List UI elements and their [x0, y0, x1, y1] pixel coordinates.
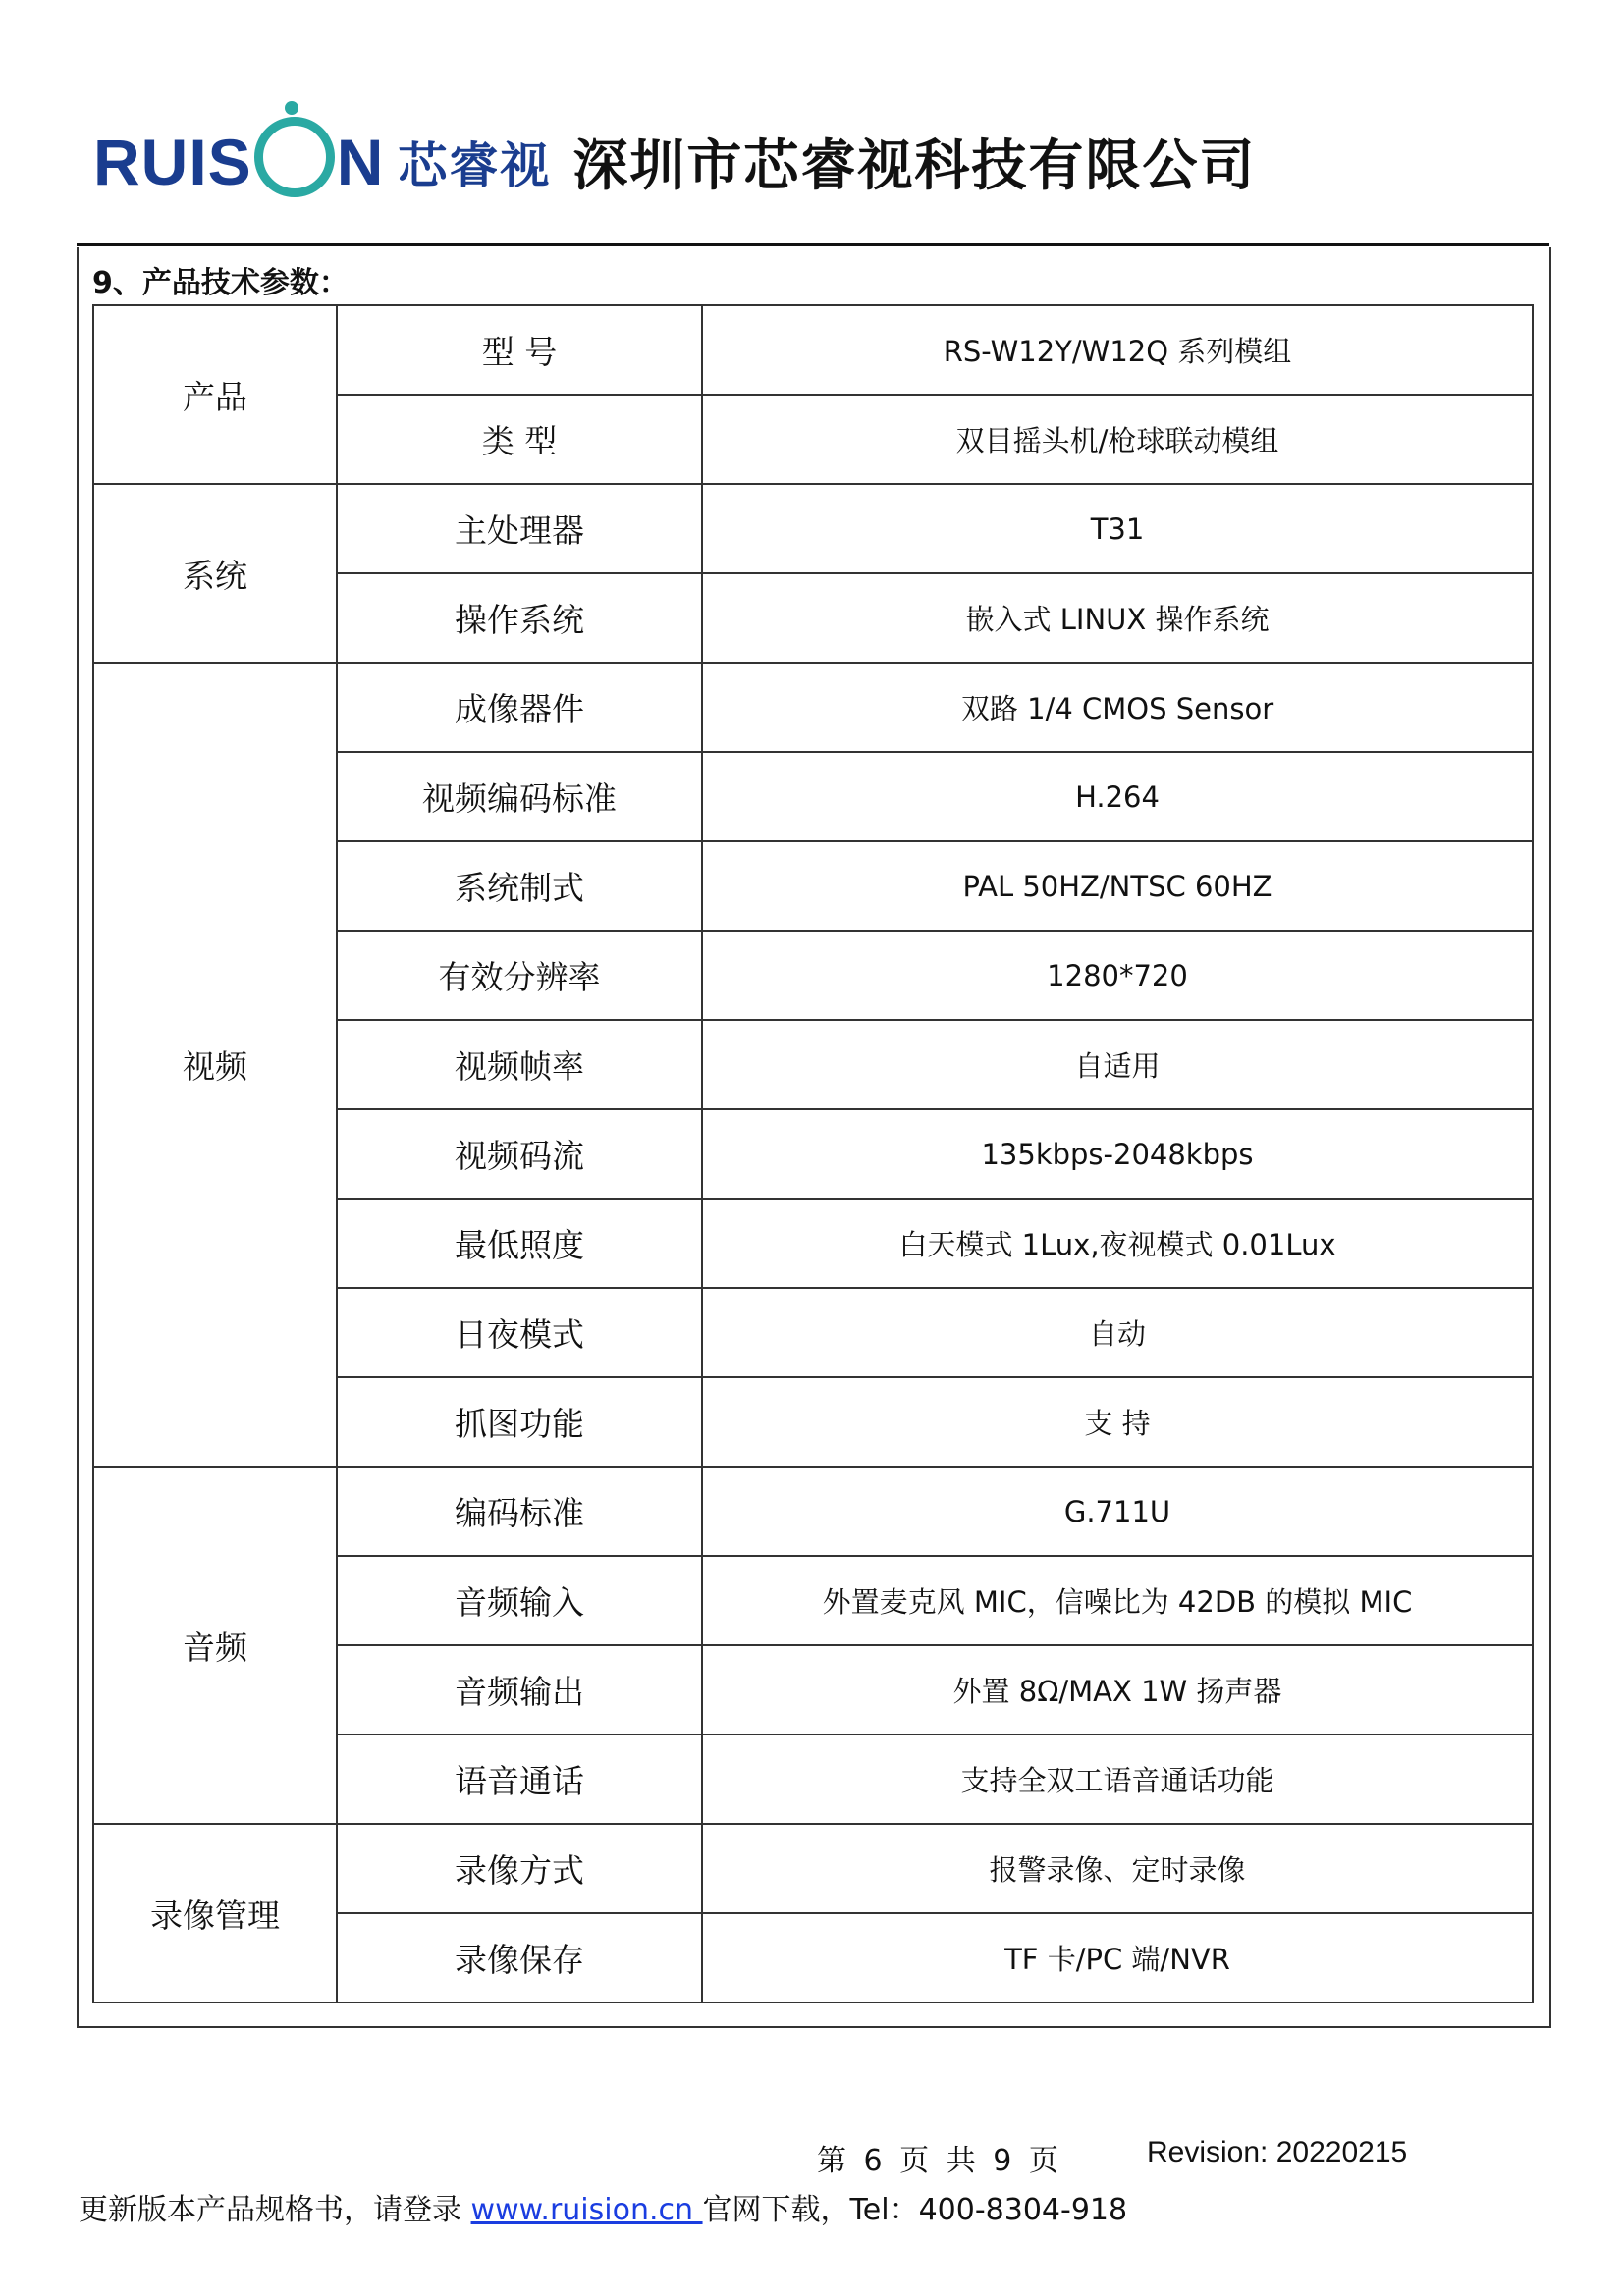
param-label: 操作系统: [337, 573, 702, 663]
param-label: 音频输入: [337, 1556, 702, 1645]
param-label: 音频输出: [337, 1645, 702, 1735]
footer-note-prefix: 更新版本产品规格书，请登录: [79, 2193, 471, 2227]
logo-ring-icon: [252, 115, 337, 210]
table-row: [93, 1467, 1533, 1556]
param-value: G.711U: [702, 1467, 1533, 1556]
spec-table: [92, 304, 1534, 2003]
category-recording: 录像管理: [93, 1824, 337, 2002]
param-value: 支 持: [702, 1377, 1533, 1467]
param-value: 双路 1/4 CMOS Sensor: [702, 663, 1533, 752]
header-divider: [77, 243, 1549, 246]
logo-text-before: RUIS: [93, 126, 252, 198]
param-label: 视频帧率: [337, 1020, 702, 1109]
param-label: 语音通话: [337, 1735, 702, 1824]
section-title: 9、产品技术参数：: [92, 266, 349, 300]
table-row: [93, 484, 1533, 573]
param-label: 类 型: [337, 395, 702, 484]
param-value: RS-W12Y/W12Q 系列模组: [702, 305, 1533, 395]
param-value: 自适用: [702, 1020, 1533, 1109]
param-value: PAL 50HZ/NTSC 60HZ: [702, 841, 1533, 931]
param-value: H.264: [702, 752, 1533, 841]
param-value: 外置麦克风 MIC，信噪比为 42DB 的模拟 MIC: [702, 1556, 1533, 1645]
revision-label: Revision: 20220215: [1147, 2136, 1408, 2168]
param-label: 录像方式: [337, 1824, 702, 1913]
logo-chinese-name: 芯睿视: [398, 137, 552, 194]
param-value: 白天模式 1Lux,夜视模式 0.01Lux: [702, 1199, 1533, 1288]
param-label: 主处理器: [337, 484, 702, 573]
param-label: 抓图功能: [337, 1377, 702, 1467]
footer-note: [79, 2185, 1127, 2228]
logo-text-after: N: [336, 126, 385, 198]
param-value: 外置 8Ω/MAX 1W 扬声器: [702, 1645, 1533, 1735]
param-label: 成像器件: [337, 663, 702, 752]
param-label: 有效分辨率: [337, 931, 702, 1020]
footer-note-suffix: 官网下载，Tel：400-8304-918: [702, 2193, 1128, 2227]
page-header: [93, 108, 1256, 216]
param-value: 135kbps-2048kbps: [702, 1109, 1533, 1199]
category-system: 系统: [93, 484, 337, 663]
param-label: 视频编码标准: [337, 752, 702, 841]
param-value: 双目摇头机/枪球联动模组: [702, 395, 1533, 484]
page-number: 第 6 页 共 9 页: [817, 2144, 1062, 2178]
param-label: 视频码流: [337, 1109, 702, 1199]
category-audio: 音频: [93, 1467, 337, 1824]
param-label: 型 号: [337, 305, 702, 395]
param-label: 最低照度: [337, 1199, 702, 1288]
category-product: 产品: [93, 305, 337, 484]
ruision-logo: [93, 115, 384, 210]
company-name: 深圳市芯睿视科技有限公司: [572, 134, 1257, 198]
table-row: [93, 305, 1533, 395]
param-value: 嵌入式 LINUX 操作系统: [702, 573, 1533, 663]
website-link[interactable]: www.ruision.cn: [470, 2193, 703, 2227]
table-row: [93, 1824, 1533, 1913]
param-label: 编码标准: [337, 1467, 702, 1556]
param-value: 1280*720: [702, 931, 1533, 1020]
param-label: 录像保存: [337, 1913, 702, 2002]
category-video: 视频: [93, 663, 337, 1467]
param-label: 日夜模式: [337, 1288, 702, 1377]
param-value: 报警录像、定时录像: [702, 1824, 1533, 1913]
param-value: T31: [702, 484, 1533, 573]
param-value: 支持全双工语音通话功能: [702, 1735, 1533, 1824]
param-label: 系统制式: [337, 841, 702, 931]
param-value: TF 卡/PC 端/NVR: [702, 1913, 1533, 2002]
param-value: 自动: [702, 1288, 1533, 1377]
table-row: [93, 663, 1533, 752]
